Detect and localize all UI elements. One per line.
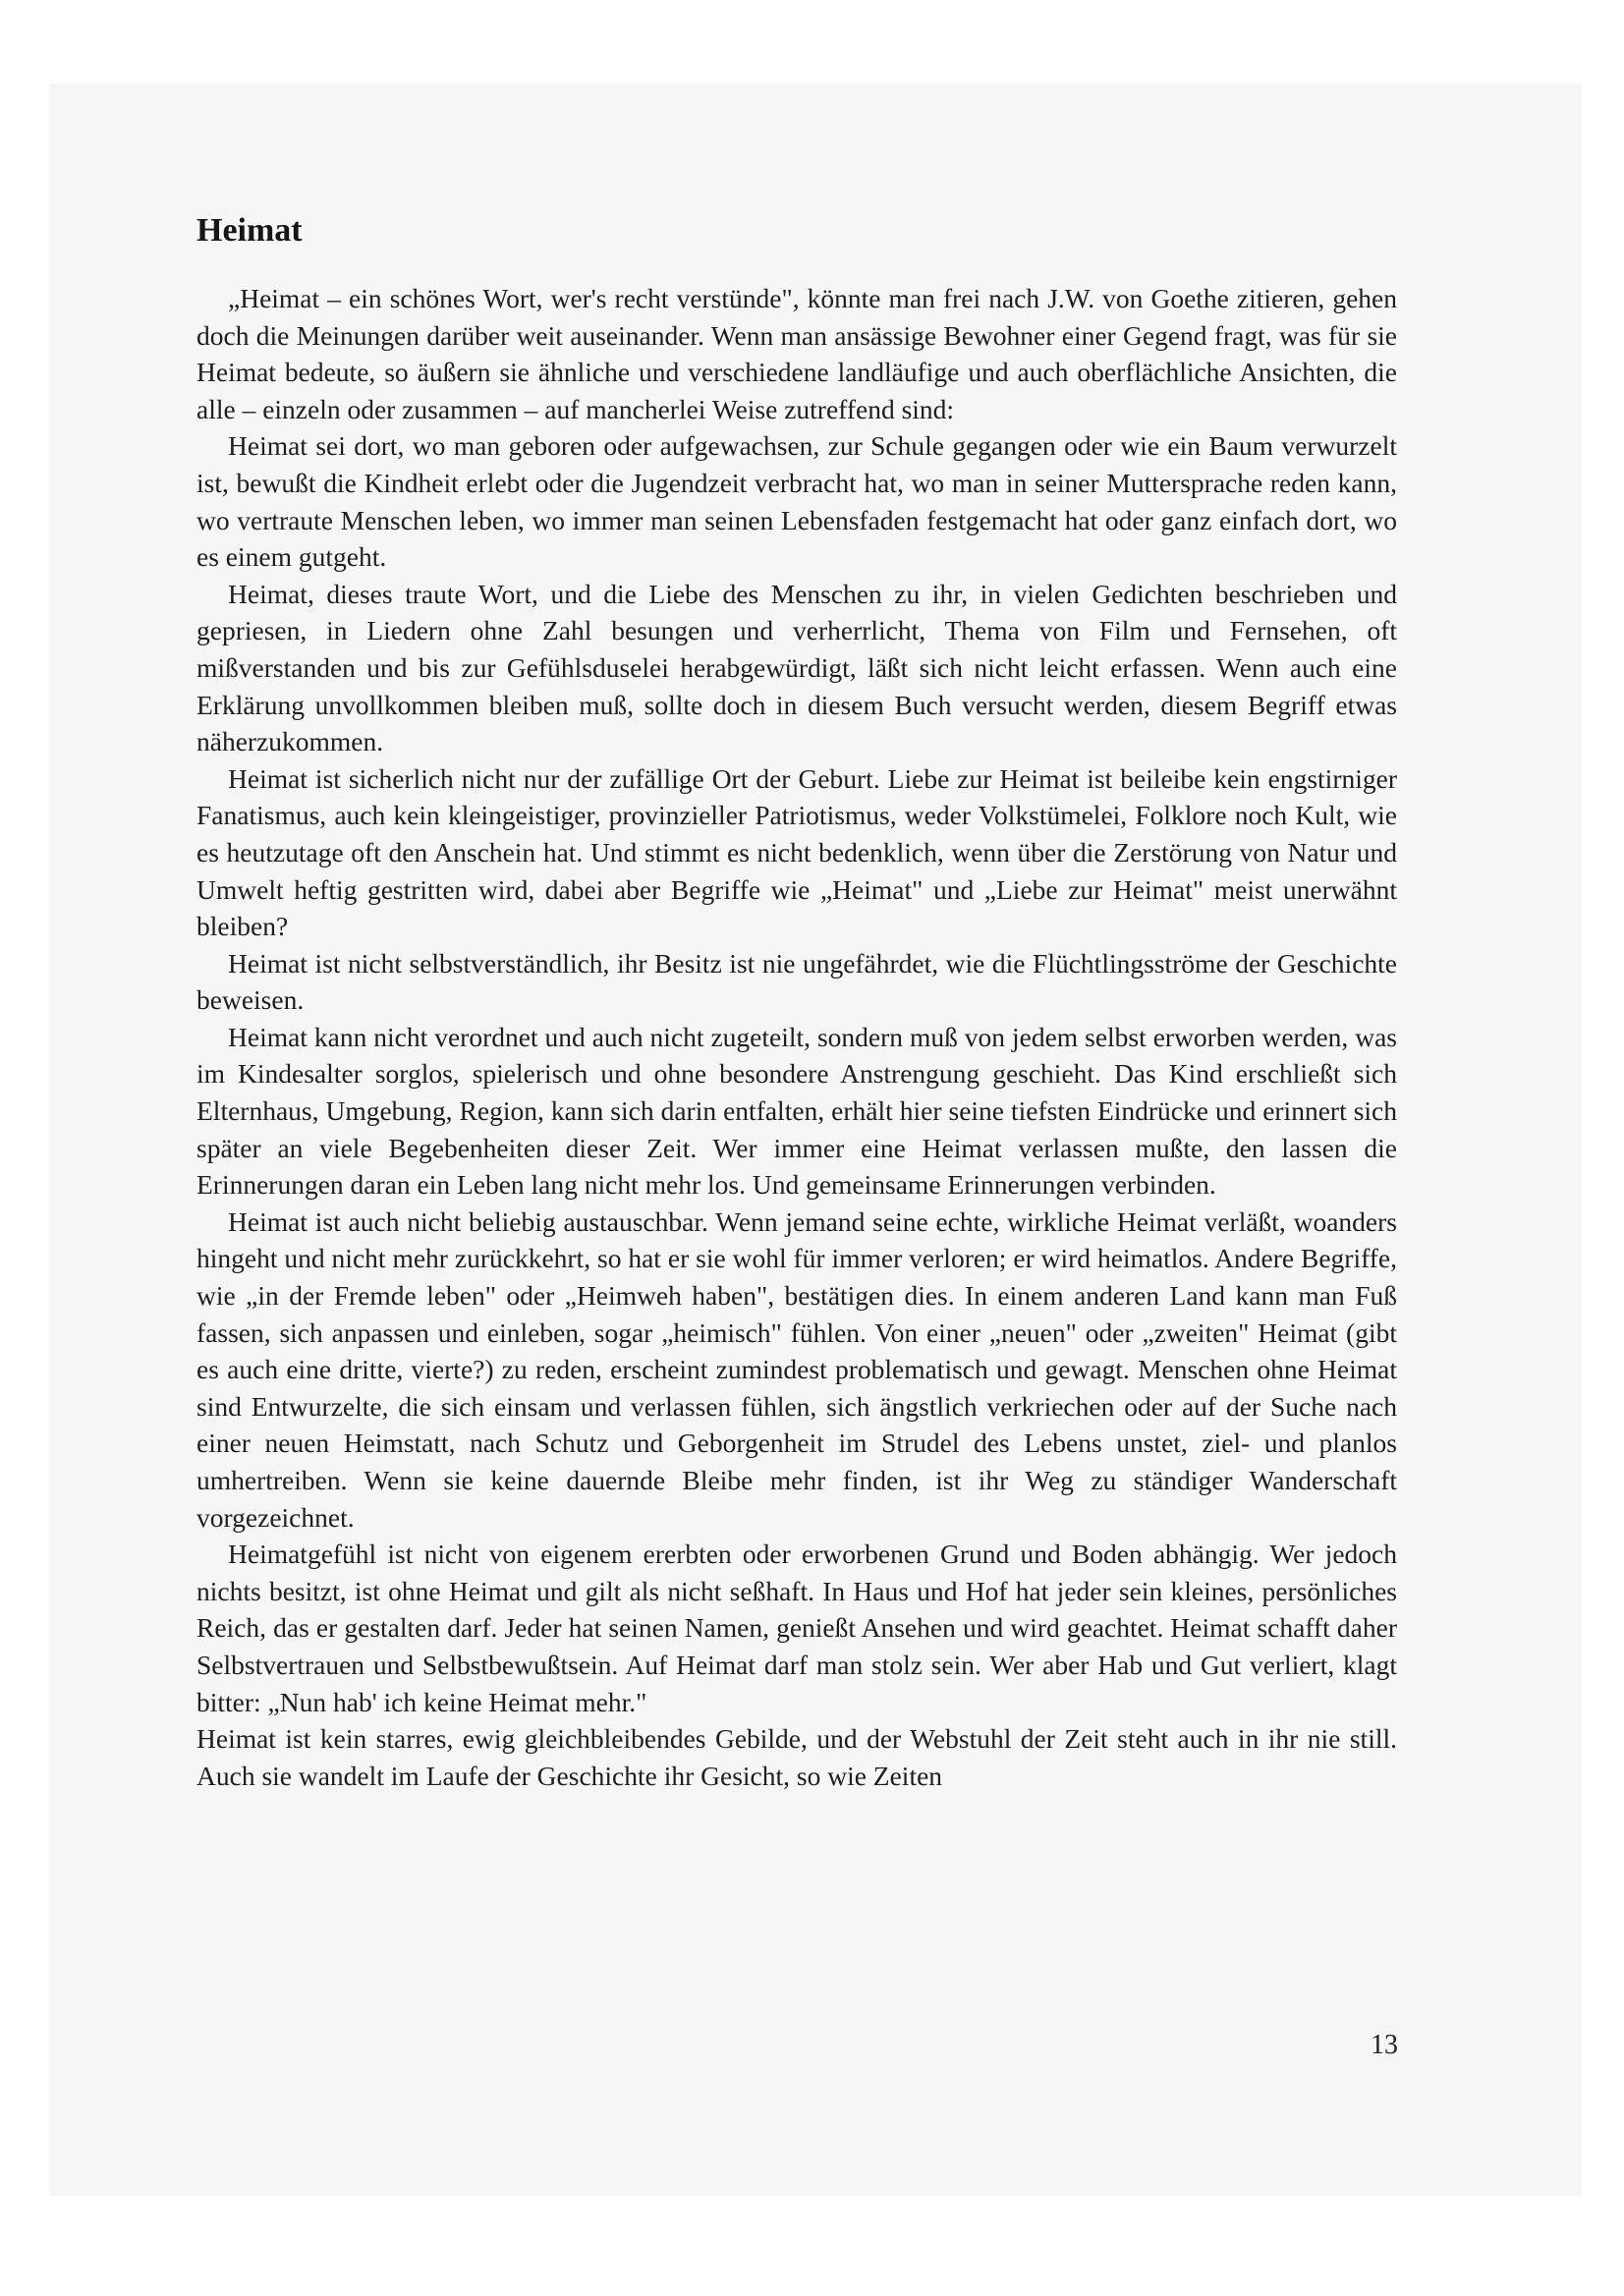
paragraph: Heimat ist sicherlich nicht nur der zufällige Ort der Geburt. Liebe zur Heimat ist beileibe kein engstirniger Fanatismus, auch kein kleingeistiger, provinzieller Patriotismus, weder Volkstümelei, Folklore noch Kult, wie es heutzutage oft den Anschein hat. Und stimmt es nicht bedenklich, wenn über die Zerstörung von Natur und Umwelt heftig gestritten wird, dabei aber Begriffe wie „Heimat" und „Liebe zur Heimat" meist unerwähnt bleiben? — [196, 762, 1397, 942]
paragraph: Heimat ist kein starres, ewig gleichbleibendes Gebilde, und der Webstuhl der Zeit steht auch in ihr nie still. Auch sie wandelt im Laufe der Geschichte ihr Gesicht, so wie Zeiten — [196, 1723, 1397, 1791]
paragraph: Heimatgefühl ist nicht von eigenem ererbten oder erworbenen Grund und Boden abhängig. Wer jedoch nichts besitzt, ist ohne Heimat und gilt als nicht seßhaft. In Haus und Hof hat jeder sein kleines, persönliches Reich, das er gestalten darf. Jeder hat seinen Namen, genießt Ansehen und wird geachtet. Heimat schafft daher Selbstvertrauen und Selbstbewußtsein. Auf Heimat darf man stolz sein. Wer aber Hab und Gut verliert, klagt bitter: „Nun hab' ich keine Heimat mehr." — [196, 1539, 1397, 1717]
page-number: 13 — [1371, 2030, 1398, 2060]
paragraph: „Heimat – ein schönes Wort, wer's recht verstünde", könnte man frei nach J.W. von Goethe zitieren, gehen doch die Meinungen darüber weit auseinander. Wenn man ansässige Bewohner einer Gegend fragt, was für sie Heimat bedeute, so äußern sie ähnliche und verschiedene landläufige und auch oberflächliche Ansichten, die alle – einzeln oder zusammen – auf mancherlei Weise zutreffend sind: — [196, 283, 1397, 424]
document-page — [196, 211, 1397, 1794]
page-title: Heimat — [196, 212, 303, 249]
paragraph: Heimat ist auch nicht beliebig austauschbar. Wenn jemand seine echte, wirkliche Heimat verläßt, woanders hingeht und nicht mehr zurückkehrt, so hat er sie wohl für immer verloren; er wird heimatlos. Andere Begriffe, wie „in der Fremde leben" oder „Heimweh haben", bestätigen dies. In einem anderen Land kann man Fuß fassen, sich anpassen und einleben, sogar „heimisch" fühlen. Von einer „neuen" oder „zweiten" Heimat (gibt es auch eine dritte, vierte?) zu reden, erscheint zumindest problematisch und gewagt. Menschen ohne Heimat sind Entwurzelte, die sich einsam und verlassen fühlen, sich ängstlich verkriechen oder auf der Suche nach einer neuen Heimstatt, nach Schutz und Geborgenheit im Strudel des Lebens unstet, ziel- und planlos umhertreiben. Wenn sie keine dauernde Bleibe mehr finden, ist ihr Weg zu ständiger Wanderschaft vorgezeichnet. — [196, 1205, 1397, 1533]
paragraph: Heimat, dieses traute Wort, und die Liebe des Menschen zu ihr, in vielen Gedichten beschrieben und gepriesen, in Liedern ohne Zahl besungen und verherrlicht, Thema von Film und Fernsehen, oft mißverstanden und bis zur Gefühlsduselei herabgewürdigt, läßt sich nicht leicht erfassen. Wenn auch eine Erklärung unvollkommen bleiben muß, sollte doch in diesem Buch versucht werden, diesem Begriff etwas näherzukommen. — [196, 578, 1397, 757]
paragraph: Heimat sei dort, wo man geboren oder aufgewachsen, zur Schule gegangen oder wie ein Baum verwurzelt ist, bewußt die Kindheit erlebt oder die Jugendzeit verbracht hat, wo man in seiner Muttersprache reden kann, wo vertraute Menschen leben, wo immer man seinen Lebensfaden festgemacht hat oder ganz einfach dort, wo es einem gutgeht. — [196, 430, 1397, 573]
paragraph: Heimat ist nicht selbstverständlich, ihr Besitz ist nie ungefährdet, wie die Flüchtlingsströme der Geschichte beweisen. — [196, 947, 1397, 1016]
paragraph: Heimat kann nicht verordnet und auch nicht zugeteilt, sondern muß von jedem selbst erworben werden, was im Kindesalter sorglos, spielerisch und ohne besondere Anstrengung geschieht. Das Kind erschließt sich Elternhaus, Umgebung, Region, kann sich darin entfalten, erhält hier seine tiefsten Eindrücke und erinnert sich später an viele Begebenheiten dieser Zeit. Wer immer eine Heimat verlassen mußte, den lassen die Erinnerungen daran ein Leben lang nicht mehr los. Und gemeinsame Erinnerungen verbinden. — [196, 1021, 1397, 1201]
